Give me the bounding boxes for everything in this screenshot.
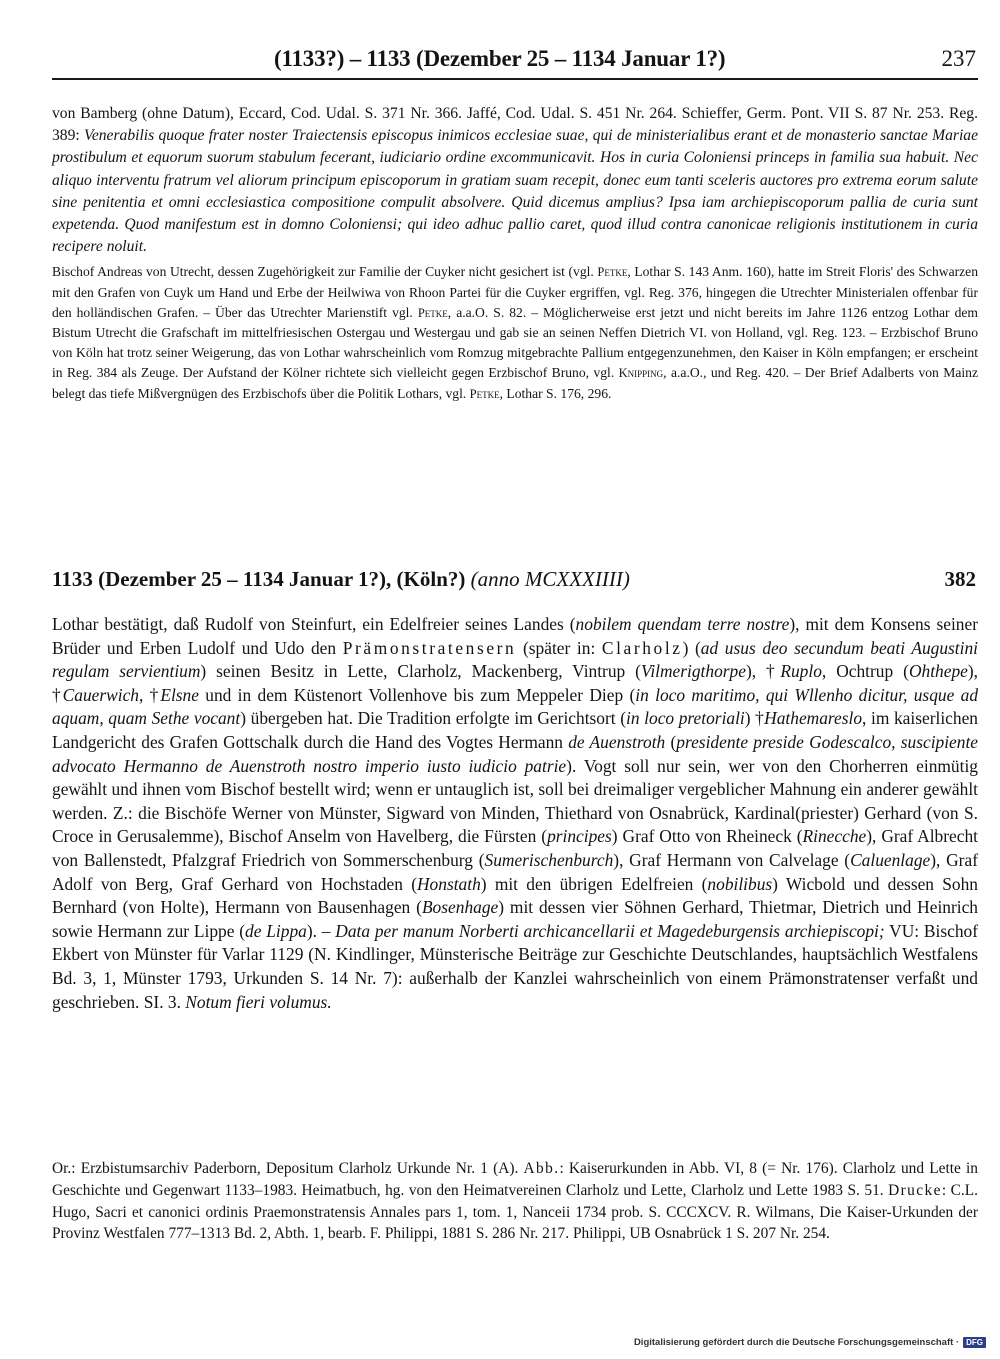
latin-term: nobilibus [707, 873, 773, 894]
latin-term: Caluenlage [850, 849, 931, 870]
latin-term: Cauerwich [62, 684, 139, 705]
latin-term: Sumerischenburch [484, 849, 614, 870]
text-run: ). – [306, 920, 336, 941]
text-run: ). Vogt soll nur sein, wer von den Chorherren einmütig gewählt und ihnen vom Bischof bestellt wird; wenn er untauglich ist, soll bei dreimaliger vergeblicher Mahnung ein anderer gewählt werden. Z.: die Bischöfe Werner von Münster, Sigward von Minden, Thiethard von Osnabrück, Kardinal(priester) Gerhard (von S. Croce in Gerusalemme), Bischof Anselm von Havelberg, die Fürsten ( [52, 755, 978, 847]
text-run: von Bamberg (ohne Datum), Eccard, Cod. Udal. S. 371 Nr. 366. Jaffé, Cod. Udal. S. 451 Nr. 264. Schieffer, Germ. Pont. VII S. 87 Nr. 253. Reg. 389: [52, 105, 978, 145]
latin-term: Ruplo [780, 661, 822, 682]
commentary-paragraph-1 [52, 103, 978, 258]
text-run: ) übergeben hat. Die Tradition erfolgte im Gerichtsort ( [240, 708, 627, 729]
text-run: , a.a.O., und Reg. 420. – Der Brief Adalberts von Mainz belegt das tiefe Mißvergnügen des Erzbischofs über die Politik Lothars, vgl. [52, 365, 978, 401]
entry-heading [52, 567, 978, 597]
commentary-paragraph-2 [52, 262, 978, 403]
text-run: Or.: Erzbistumsarchiv Paderborn, Depositum Clarholz Urkunde Nr. 1 (A). [52, 1160, 524, 1177]
regest-number: 382 [944, 567, 976, 591]
digitization-footer [634, 1337, 986, 1348]
commentary-block [52, 103, 978, 404]
text-run: , Lothar S. 176, 296. [499, 385, 612, 401]
text-run: ) seinen Besitz in Lette, Clarholz, Mackenberg, Vintrup ( [200, 661, 641, 682]
latin-term: Rinecche [802, 826, 867, 847]
spaced-term: Abb. [523, 1160, 560, 1177]
latin-term: Data per manum Norberti archicancellarii et Magedeburgensis archiepiscopi; [335, 920, 885, 941]
latin-term: Bosenhage [421, 897, 499, 918]
text-run: : Kaiserurkunden in Abb. VI, 8 (= Nr. 176). Clarholz und Lette in Geschichte und Gegenwart 1133–1983. Heimatbuch, hg. von den Heimatvereinen Clarholz und Lette, Clarholz und Lette 1983 S. 51. [52, 1160, 978, 1199]
dfg-logo-icon: DFG [963, 1337, 986, 1348]
spaced-term: Drucke [888, 1181, 942, 1199]
author-name: Petke [417, 305, 448, 320]
text-run: ( [665, 731, 677, 752]
text-run: ) Wicbold und dessen Sohn Bernhard (von Holte), Hermann von Bausenhagen ( [52, 873, 979, 918]
latin-term: nobilem quendam terre nostre [575, 614, 790, 634]
text-run: , a.a.O. S. 82. – Möglicherweise erst jetzt und nicht bereits im Jahre 1126 entzog Lothar dem Bistum Utrecht die Grafschaft im mittelfriesischen Ostergau und Westergau und gab sie an seinen Neffen Dietrich VI. von Holland, vgl. Reg. 123. – Erzbischof Bruno von Köln hat trotz seiner Weigerung, das von Lothar wahrscheinlich vom Romzug mitgebrachte Pallium entgegenzunehmen, den Kaiser in Köln empfangen; er erscheint in Reg. 384 als Zeuge. Der Aufstand der Kölner richtete sich vielleicht gegen Erzbischof Bruno, vgl. [52, 304, 978, 381]
footer-text: Digitalisierung gefördert durch die Deutsche Forschungsgemeinschaft · [633, 1337, 960, 1348]
text-run: , † [139, 684, 161, 705]
text-run: ) Graf Otto von Rheineck ( [611, 826, 803, 847]
latin-term: presidente preside Godescalco, suscipiente advocato Hermanno de Auenstroth nostro imperio iusto iudicio patrie [52, 731, 979, 776]
regest-text [52, 613, 978, 1014]
latin-term: Ohthepe [908, 661, 968, 682]
text-run: ), † [745, 661, 781, 682]
tradition-note [52, 1158, 978, 1245]
page-header [52, 44, 978, 80]
page-number: 237 [941, 46, 976, 71]
spaced-term: Clarholz [601, 637, 683, 658]
author-name: Petke [597, 265, 628, 280]
author-name: Knipping [618, 366, 664, 381]
latin-term: Hathemareslo [764, 708, 863, 729]
text-run: ), Graf Albrecht von Ballenstedt, Pfalzgraf Friedrich von Sommerschenburg ( [52, 826, 978, 870]
latin-term: Notum fieri volumus. [185, 991, 332, 1012]
running-title: (1133?) – 1133 (Dezember 25 – 1134 Januar 1?) [274, 46, 726, 71]
author-name: Petke [469, 386, 500, 401]
latin-term: de Lippa [245, 920, 307, 941]
latin-quotation: Venerabilis quoque frater noster Traiectensis episcopus inimicos ecclesiae suae, qui de ministerialibus erant et de monasterio sanctae Mariae prostibulum et equorum suorum stabulum fecerant, iudiciario ordine excommunicavit. Hos in curia Coloniensi princeps in familia sua habuit. Nec aliquo interventu fratrum vel aliorum principum episcoporum in gratiam suam recepit, donec eum tanti sceleris auctores pro extrema eorum salute sine penitentia et omni ecclesiastica compositione compulit absolvere. Quid dicemus amplius? Ipsa iam archiepiscoporum pallia de curia sunt expetenda. Quod manifestum est in domno Coloniensi; qui ideo adhuc pallio caret, quod illud contra canonicae religionis institutionem in curia recipere noluit. [52, 127, 978, 256]
entry-anno: (anno MCXXXIIII) [470, 567, 630, 591]
text-run: ), Graf Adolf von Berg, Graf Gerhard von Hochstaden ( [52, 849, 978, 894]
text-run: Bischof Andreas von Utrecht, dessen Zugehörigkeit zur Familie der Cuyker nicht gesichert ist (vgl. [52, 264, 598, 280]
text-run: ) mit den übrigen Edelfreien ( [480, 873, 708, 894]
text-run: : C.L. Hugo, Sacri et canonici ordinis Praemonstratensis Annales pars 1, tom. 1, Nanceii 1734 prob. S. CCCXCV. R. Wilmans, Die Kaiser-Urkunden der Provinz Westfalen 777–1313 Bd. 2, Abth. 1, bearb. F. Philippi, 1881 S. 286 Nr. 217. Philippi, UB Osnabrück 1 S. 207 Nr. 254. [52, 1181, 978, 1243]
latin-term: de Auenstroth [568, 731, 666, 752]
entry-date-place: 1133 (Dezember 25 – 1134 Januar 1?), (Köln?) [52, 567, 466, 591]
text-run: , Ochtrup ( [821, 661, 909, 682]
text-run: , Lothar S. 143 Anm. 160), hatte im Streit Floris' des Schwarzen mit den Grafen von Cuyk um Hand und Erbe der Heilwiwa von Rhoon Partei für die Cuyker ergriffen, vgl. Reg. 376, hingegen die Utrechter Ministerialen offenbar für den holländischen Grafen. – Über das Utrechter Marienstift vgl. [52, 264, 978, 320]
text-run: ), mit dem Konsens seiner Brüder und Erben Ludolf und Udo den [52, 614, 978, 658]
text-run: ), Graf Hermann von Calvelage ( [613, 849, 851, 870]
entry-title [52, 567, 630, 592]
text-run: und in dem Küstenort Vollenhove bis zum Meppeler Diep ( [198, 684, 636, 705]
text-run: (später in: [516, 637, 602, 658]
latin-term: in loco maritimo, qui Wllenho dicitur, usque ad aquam, quam Sethe vocant [52, 684, 979, 729]
text-run: ) ( [682, 637, 701, 658]
text-run: Lothar bestätigt, daß Rudolf von Steinfurt, ein Edelfreier seines Landes ( [52, 614, 576, 634]
text-run: ) † [744, 708, 765, 729]
text-run: ), † [52, 661, 978, 705]
latin-term: Vilmerigthorpe [640, 661, 746, 682]
latin-term: ad usus deo secundum beati Augustini regulam servientium [52, 637, 978, 682]
text-run: ) mit dessen vier Söhnen Gerhard, Thietmar, Dietrich und Heinrich sowie Hermann zur Lippe ( [52, 897, 979, 941]
latin-term: in loco pretoriali [626, 708, 745, 729]
text-run: , im kaiserlichen Landgericht des Grafen Gottschalk durch die Hand des Vogtes Hermann [52, 708, 979, 752]
spaced-term: Prämonstratensern [342, 637, 517, 658]
text-run: VU: Bischof Ekbert von Münster für Varlar 1129 (N. Kindlinger, Münsterische Beiträge zur Geschichte Deutschlandes, hauptsächlich Westfalens Bd. 3, 1, Münster 1793, Urkunden S. 14 Nr. 7): außerhalb der Kanzlei wahrscheinlich von einem Prämonstratenser verfaßt und geschrieben. SI. 3. [52, 920, 979, 1012]
latin-term: Honstath [417, 873, 481, 894]
latin-term: principes [547, 826, 612, 847]
latin-term: Elsne [160, 684, 199, 705]
